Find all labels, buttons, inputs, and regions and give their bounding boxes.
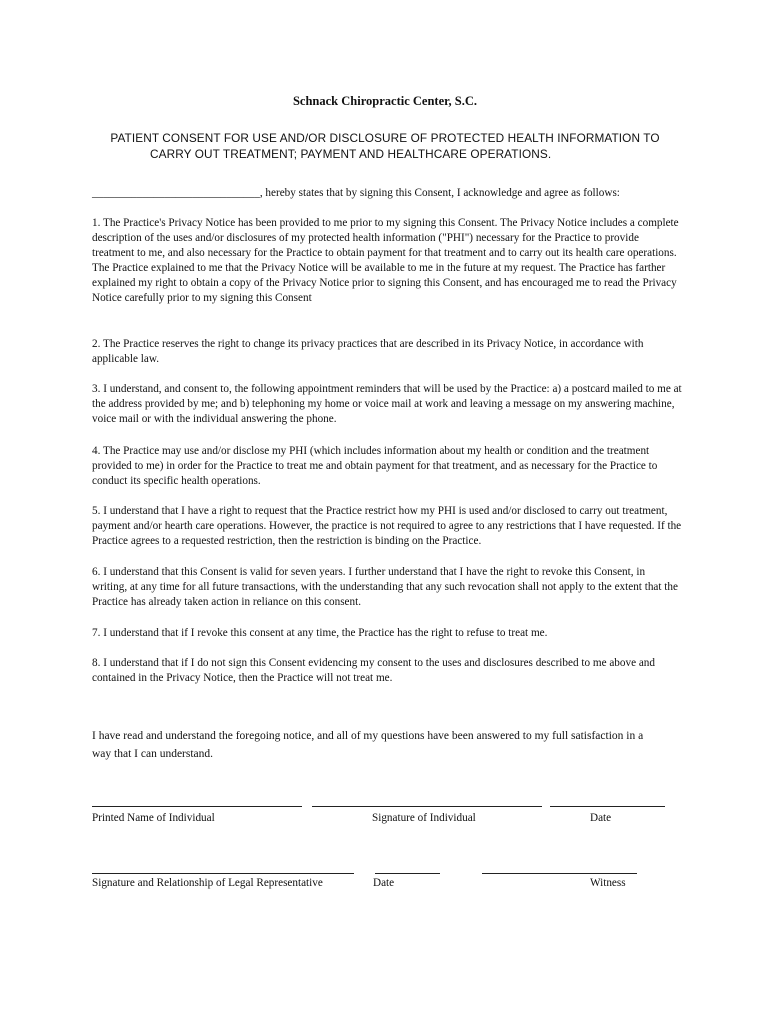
paragraph-4: 4. The Practice may use and/or disclose my PHI (which includes information about my health or condition and the treatment provided to me) in order for the Practice to treat me and obtain payment for that treatment, and as necessary for the Practice to conduct its specific health operations. (92, 445, 658, 487)
printed-name-label: Printed Name of Individual (92, 812, 215, 824)
acknowledgement-statement: I have read and understand the foregoing notice, and all of my questions have been answered to my full satisfaction in a way that I can understand. (92, 730, 644, 760)
form-title-line2: CARRY OUT TREATMENT; PAYMENT AND HEALTHCARE OPERATIONS. (150, 147, 552, 161)
witness-label: Witness (590, 877, 626, 889)
date-label: Date (590, 812, 612, 824)
paragraph-7: 7. I understand that if I revoke this consent at any time, the Practice has the right to refuse to treat me. (92, 627, 548, 639)
legal-rep-label: Signature and Relationship of Legal Representative (92, 877, 323, 889)
intro-statement: ______________________________, hereby states that by signing this Consent, I acknowledge and agree as follows: (92, 187, 620, 199)
paragraph-2: 2. The Practice reserves the right to change its privacy practices that are described in its Privacy Notice, in accordance with applicable law. (92, 338, 644, 365)
paragraph-6: 6. I understand that this Consent is valid for seven years. I further understand that I have the right to revoke this Consent, in writing, at any time for all future transactions, with the understanding that any such revocation shall not apply to the extent that the Practice has already taken action in reliance on this consent. (92, 566, 678, 608)
paragraph-8: 8. I understand that if I do not sign this Consent evidencing my consent to the uses and disclosures described to me above and contained in the Privacy Notice, then the Practice will not treat me. (92, 657, 655, 684)
date-line[interactable] (550, 806, 665, 807)
practice-name-heading: Schnack Chiropractic Center, S.C. (292, 94, 478, 108)
paragraph-3: 3. I understand, and consent to, the following appointment reminders that will be used by the Practice: a) a postcard mailed to me at the address provided by me; and b) telephoning my home or voice mail at work and leaving a message on my answering machine, voice mail or with the individual answering the phone. (92, 383, 682, 425)
signature-label: Signature of Individual (372, 812, 476, 824)
form-title-line1: PATIENT CONSENT FOR USE AND/OR DISCLOSURE OF PROTECTED HEALTH INFORMATION TO (110, 131, 660, 145)
legal-rep-date-line[interactable] (375, 873, 440, 874)
witness-line[interactable] (482, 873, 637, 874)
signature-line[interactable] (312, 806, 542, 807)
legal-rep-date-label: Date (373, 877, 395, 889)
paragraph-1: 1. The Practice's Privacy Notice has been provided to me prior to my signing this Consent. The Privacy Notice includes a complete description of the uses and/or disclosures of my protected health information ("PHI") necessary for the Practice to provide treatment to me, and also necessary for the Practice to obtain payment for that treatment and to carry out its health care operations. The Practice explained to me that the Privacy Notice will be available to me in the future at my request. The Practice has farther explained my right to obtain a copy of the Privacy Notice prior to signing this Consent, and has encouraged me to read the Privacy Notice carefully prior to my signing this Consent (92, 217, 679, 304)
form-title (90, 130, 680, 162)
legal-rep-signature-line[interactable] (92, 873, 354, 874)
paragraph-5: 5. I understand that I have a right to request that the Practice restrict how my PHI is used and/or disclosed to carry out treatment, payment and/or hearth care operations. However, the practice is not required to agree to any restrictions that I have requested. If the Practice agrees to a requested restriction, then the restriction is binding on the Practice. (92, 505, 682, 547)
printed-name-line[interactable] (92, 806, 302, 807)
